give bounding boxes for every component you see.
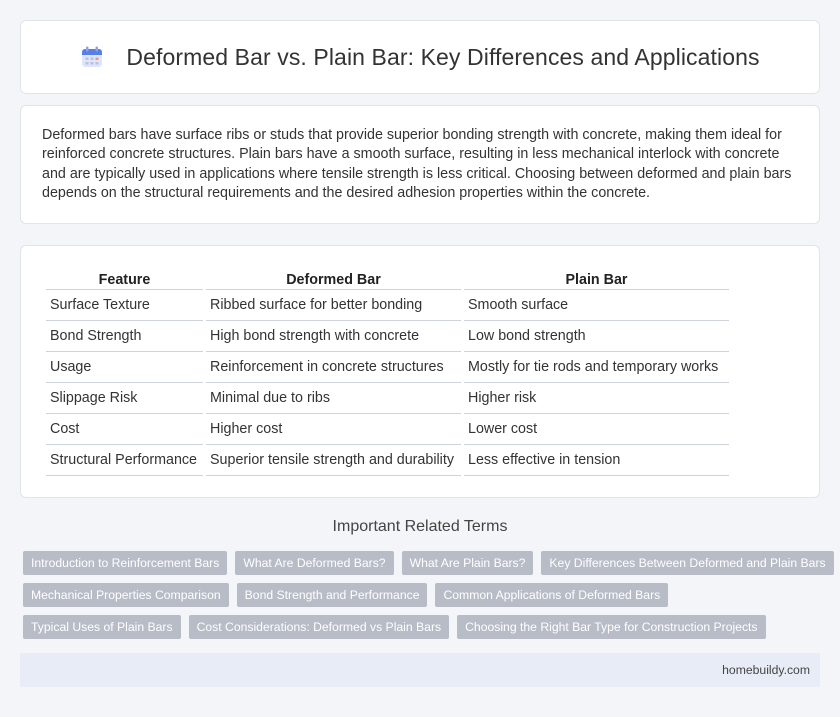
related-terms-title: Important Related Terms [332,518,508,535]
page-title: Deformed Bar vs. Plain Bar: Key Differences and Applications [126,43,760,70]
header-deformed-bar: Deformed Bar [206,270,461,290]
related-term-tag[interactable]: Cost Considerations: Deformed vs Plain Bars [189,615,450,639]
related-term-tag[interactable]: Key Differences Between Deformed and Plain Bars [541,551,833,575]
cell-deformed: Higher cost [206,414,461,445]
related-term-tag[interactable]: Typical Uses of Plain Bars [23,615,181,639]
footer-site-link[interactable]: homebuildy.com [722,663,810,677]
cell-deformed: Minimal due to ribs [206,383,461,414]
cell-deformed: Ribbed surface for better bonding [206,290,461,321]
header-feature: Feature [46,270,203,290]
tag-row [23,615,823,639]
related-term-tag[interactable]: What Are Deformed Bars? [235,551,393,575]
cell-feature: Bond Strength [46,321,203,352]
footer [20,653,820,687]
cell-plain: Lower cost [464,414,729,445]
cell-deformed: Reinforcement in concrete structures [206,352,461,383]
comparison-table [43,270,732,476]
related-term-tag[interactable]: Mechanical Properties Comparison [23,583,229,607]
cell-plain: Less effective in tension [464,445,729,476]
calendar-icon [80,45,104,69]
cell-deformed: Superior tensile strength and durability [206,445,461,476]
cell-plain: Smooth surface [464,290,729,321]
table-row [46,290,729,321]
related-terms [23,551,826,647]
comparison-card [20,245,820,498]
related-term-tag[interactable]: Introduction to Reinforcement Bars [23,551,227,575]
intro-text: Deformed bars have surface ribs or studs that provide superior bonding strength with concrete, making them ideal for reinforced concrete structures. Plain bars have a smooth surface, resulting in less mechanical interlock with concrete and are typically used in applications where tensile strength is less critical. Choosing between deformed and plain bars depends on the structural requirements and the desired adhesion properties within the concrete. [42,127,792,202]
cell-feature: Usage [46,352,203,383]
cell-feature: Cost [46,414,203,445]
intro-card [20,105,820,224]
cell-plain: Mostly for tie rods and temporary works [464,352,729,383]
table-row [46,321,729,352]
related-term-tag[interactable]: Common Applications of Deformed Bars [435,583,668,607]
cell-plain: Higher risk [464,383,729,414]
table-row [46,445,729,476]
table-row [46,383,729,414]
cell-feature: Surface Texture [46,290,203,321]
related-term-tag[interactable]: Choosing the Right Bar Type for Construction Projects [457,615,765,639]
tag-row [23,583,823,607]
cell-deformed: High bond strength with concrete [206,321,461,352]
table-row [46,414,729,445]
cell-plain: Low bond strength [464,321,729,352]
table-row [46,352,729,383]
header-plain-bar: Plain Bar [464,270,729,290]
cell-feature: Slippage Risk [46,383,203,414]
title-card [20,20,820,94]
tag-row [23,551,826,575]
cell-feature: Structural Performance [46,445,203,476]
related-term-tag[interactable]: Bond Strength and Performance [237,583,428,607]
table-header-row [46,270,729,290]
related-term-tag[interactable]: What Are Plain Bars? [402,551,534,575]
